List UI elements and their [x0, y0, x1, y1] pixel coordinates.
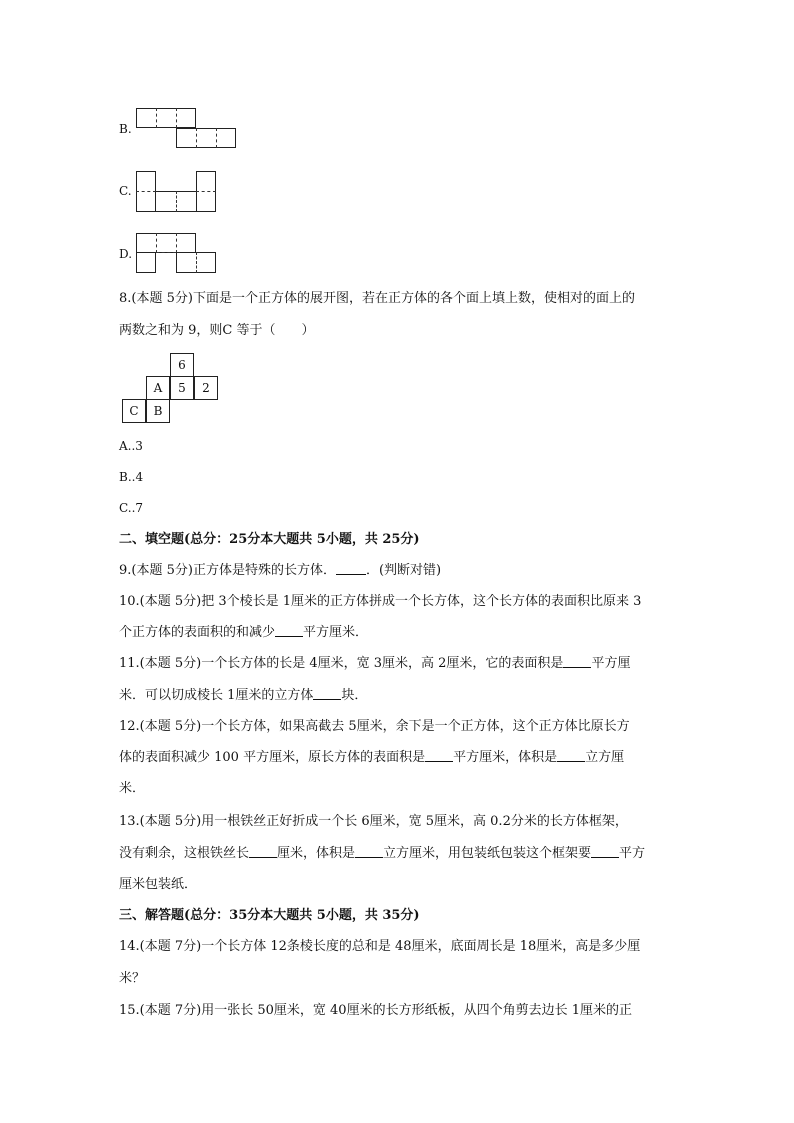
fold-line — [216, 128, 217, 148]
q13-line3: 厘米包装纸． — [119, 877, 198, 892]
fold-line — [136, 191, 156, 192]
cube-face-b: B — [146, 399, 170, 423]
q8-option-a: A..3 — [119, 439, 143, 453]
fold-line — [156, 252, 176, 253]
cube-face-6: 6 — [170, 353, 194, 377]
q14-line2: 米？ — [119, 971, 146, 986]
q13-line1: 13.(本题 5分)用一根铁丝正好折成一个长 6厘米，宽 5厘米，高 0.2分米的长方体框架， — [119, 814, 628, 829]
q14-line1: 14.(本题 7分)一个长方体 12条棱长度的总和是 48厘米，底面周长是 18厘米，高是多少厘 — [119, 939, 641, 954]
q12-line2 — [119, 749, 624, 766]
q12-line3: 米． — [119, 781, 146, 796]
answer-blank[interactable] — [249, 845, 277, 858]
net-b-top-strip — [136, 108, 196, 128]
q9-suffix: ．(判断对错) — [365, 563, 442, 578]
q11-text: 11.(本题 5分)一个长方体的长是 4厘米，宽 3厘米，高 2厘米，它的表面积是 — [119, 656, 564, 671]
q13-text-c: 立方厘米，用包装纸包装这个框架要 — [383, 846, 592, 861]
fold-line — [196, 252, 197, 273]
q10-line1: 10.(本题 5分)把 3个棱长是 1厘米的正方体拼成一个长方体，这个长方体的表面积比原来 3 — [119, 594, 642, 609]
cube-face-c: C — [122, 399, 146, 423]
q13-text-d: 平方 — [619, 846, 646, 861]
answer-blank[interactable] — [313, 687, 341, 700]
net-d-bottom-left — [136, 252, 156, 273]
cube-face-5: 5 — [170, 376, 194, 400]
fold-line — [156, 108, 157, 128]
fold-line — [196, 191, 216, 192]
q13-line2 — [119, 845, 645, 862]
q9-line — [119, 562, 441, 579]
answer-blank[interactable] — [563, 655, 591, 668]
q11-suffix: 平方厘 — [591, 656, 631, 671]
q11-text2: 米．可以切成棱长 1厘米的立方体 — [119, 688, 314, 703]
fold-line — [176, 233, 177, 253]
q12-suffix: 立方厘 — [585, 750, 625, 765]
q8-option-b: B..4 — [119, 470, 144, 484]
q8-line1: 8.(本题 5分)下面是一个正方体的展开图，若在正方体的各个面上填上数，使相对的面上的 — [119, 291, 635, 306]
answer-blank[interactable] — [425, 749, 453, 762]
q11-line2 — [119, 687, 367, 704]
q12-text: 体的表面积减少 100 平方厘米，原长方体的表面积是 — [119, 750, 426, 765]
section3-heading: 三、解答题(总分：35分本大题共 5小题，共 35分) — [119, 908, 420, 923]
q10-suffix: 平方厘米． — [303, 625, 369, 640]
q10-text: 个正方体的表面积的和减少 — [119, 625, 276, 640]
q9-text: 9.(本题 5分)正方体是特殊的长方体． — [119, 563, 336, 578]
q10-line2 — [119, 624, 368, 641]
answer-blank[interactable] — [557, 749, 585, 762]
section2-heading: 二、填空题(总分：25分本大题共 5小题，共 25分) — [119, 532, 420, 547]
q12-line1: 12.(本题 5分)一个长方体，如果高截去 5厘米，余下是一个正方体，这个正方体比原长方 — [119, 719, 630, 734]
answer-blank[interactable] — [275, 624, 303, 637]
cube-face-a: A — [146, 376, 170, 400]
answer-blank[interactable] — [336, 562, 366, 575]
answer-blank[interactable] — [591, 845, 619, 858]
fold-line — [176, 108, 177, 128]
fold-line — [176, 191, 177, 212]
cube-face-2: 2 — [194, 376, 218, 400]
fold-line — [156, 233, 157, 253]
q15-line1: 15.(本题 7分)用一张长 50厘米，宽 40厘米的长方形纸板，从四个角剪去边长 1厘米的正 — [119, 1003, 632, 1018]
option-b-label: B. — [119, 122, 132, 136]
q13-text-a: 没有剩余，这根铁丝长 — [119, 846, 250, 861]
option-d-label: D. — [119, 247, 133, 261]
q11-line1 — [119, 655, 630, 672]
q8-option-c: C..7 — [119, 501, 144, 515]
q12-mid: 平方厘米，体积是 — [453, 750, 558, 765]
q13-text-b: 厘米，体积是 — [277, 846, 356, 861]
net-d-top-strip — [136, 233, 196, 253]
net-b-bottom-strip — [176, 128, 236, 148]
fold-line — [196, 128, 197, 148]
answer-blank[interactable] — [355, 845, 383, 858]
option-c-label: C. — [119, 184, 132, 198]
q11-suffix2: 块． — [341, 688, 368, 703]
q8-line2: 两数之和为 9，则C 等于（ ） — [119, 323, 315, 338]
